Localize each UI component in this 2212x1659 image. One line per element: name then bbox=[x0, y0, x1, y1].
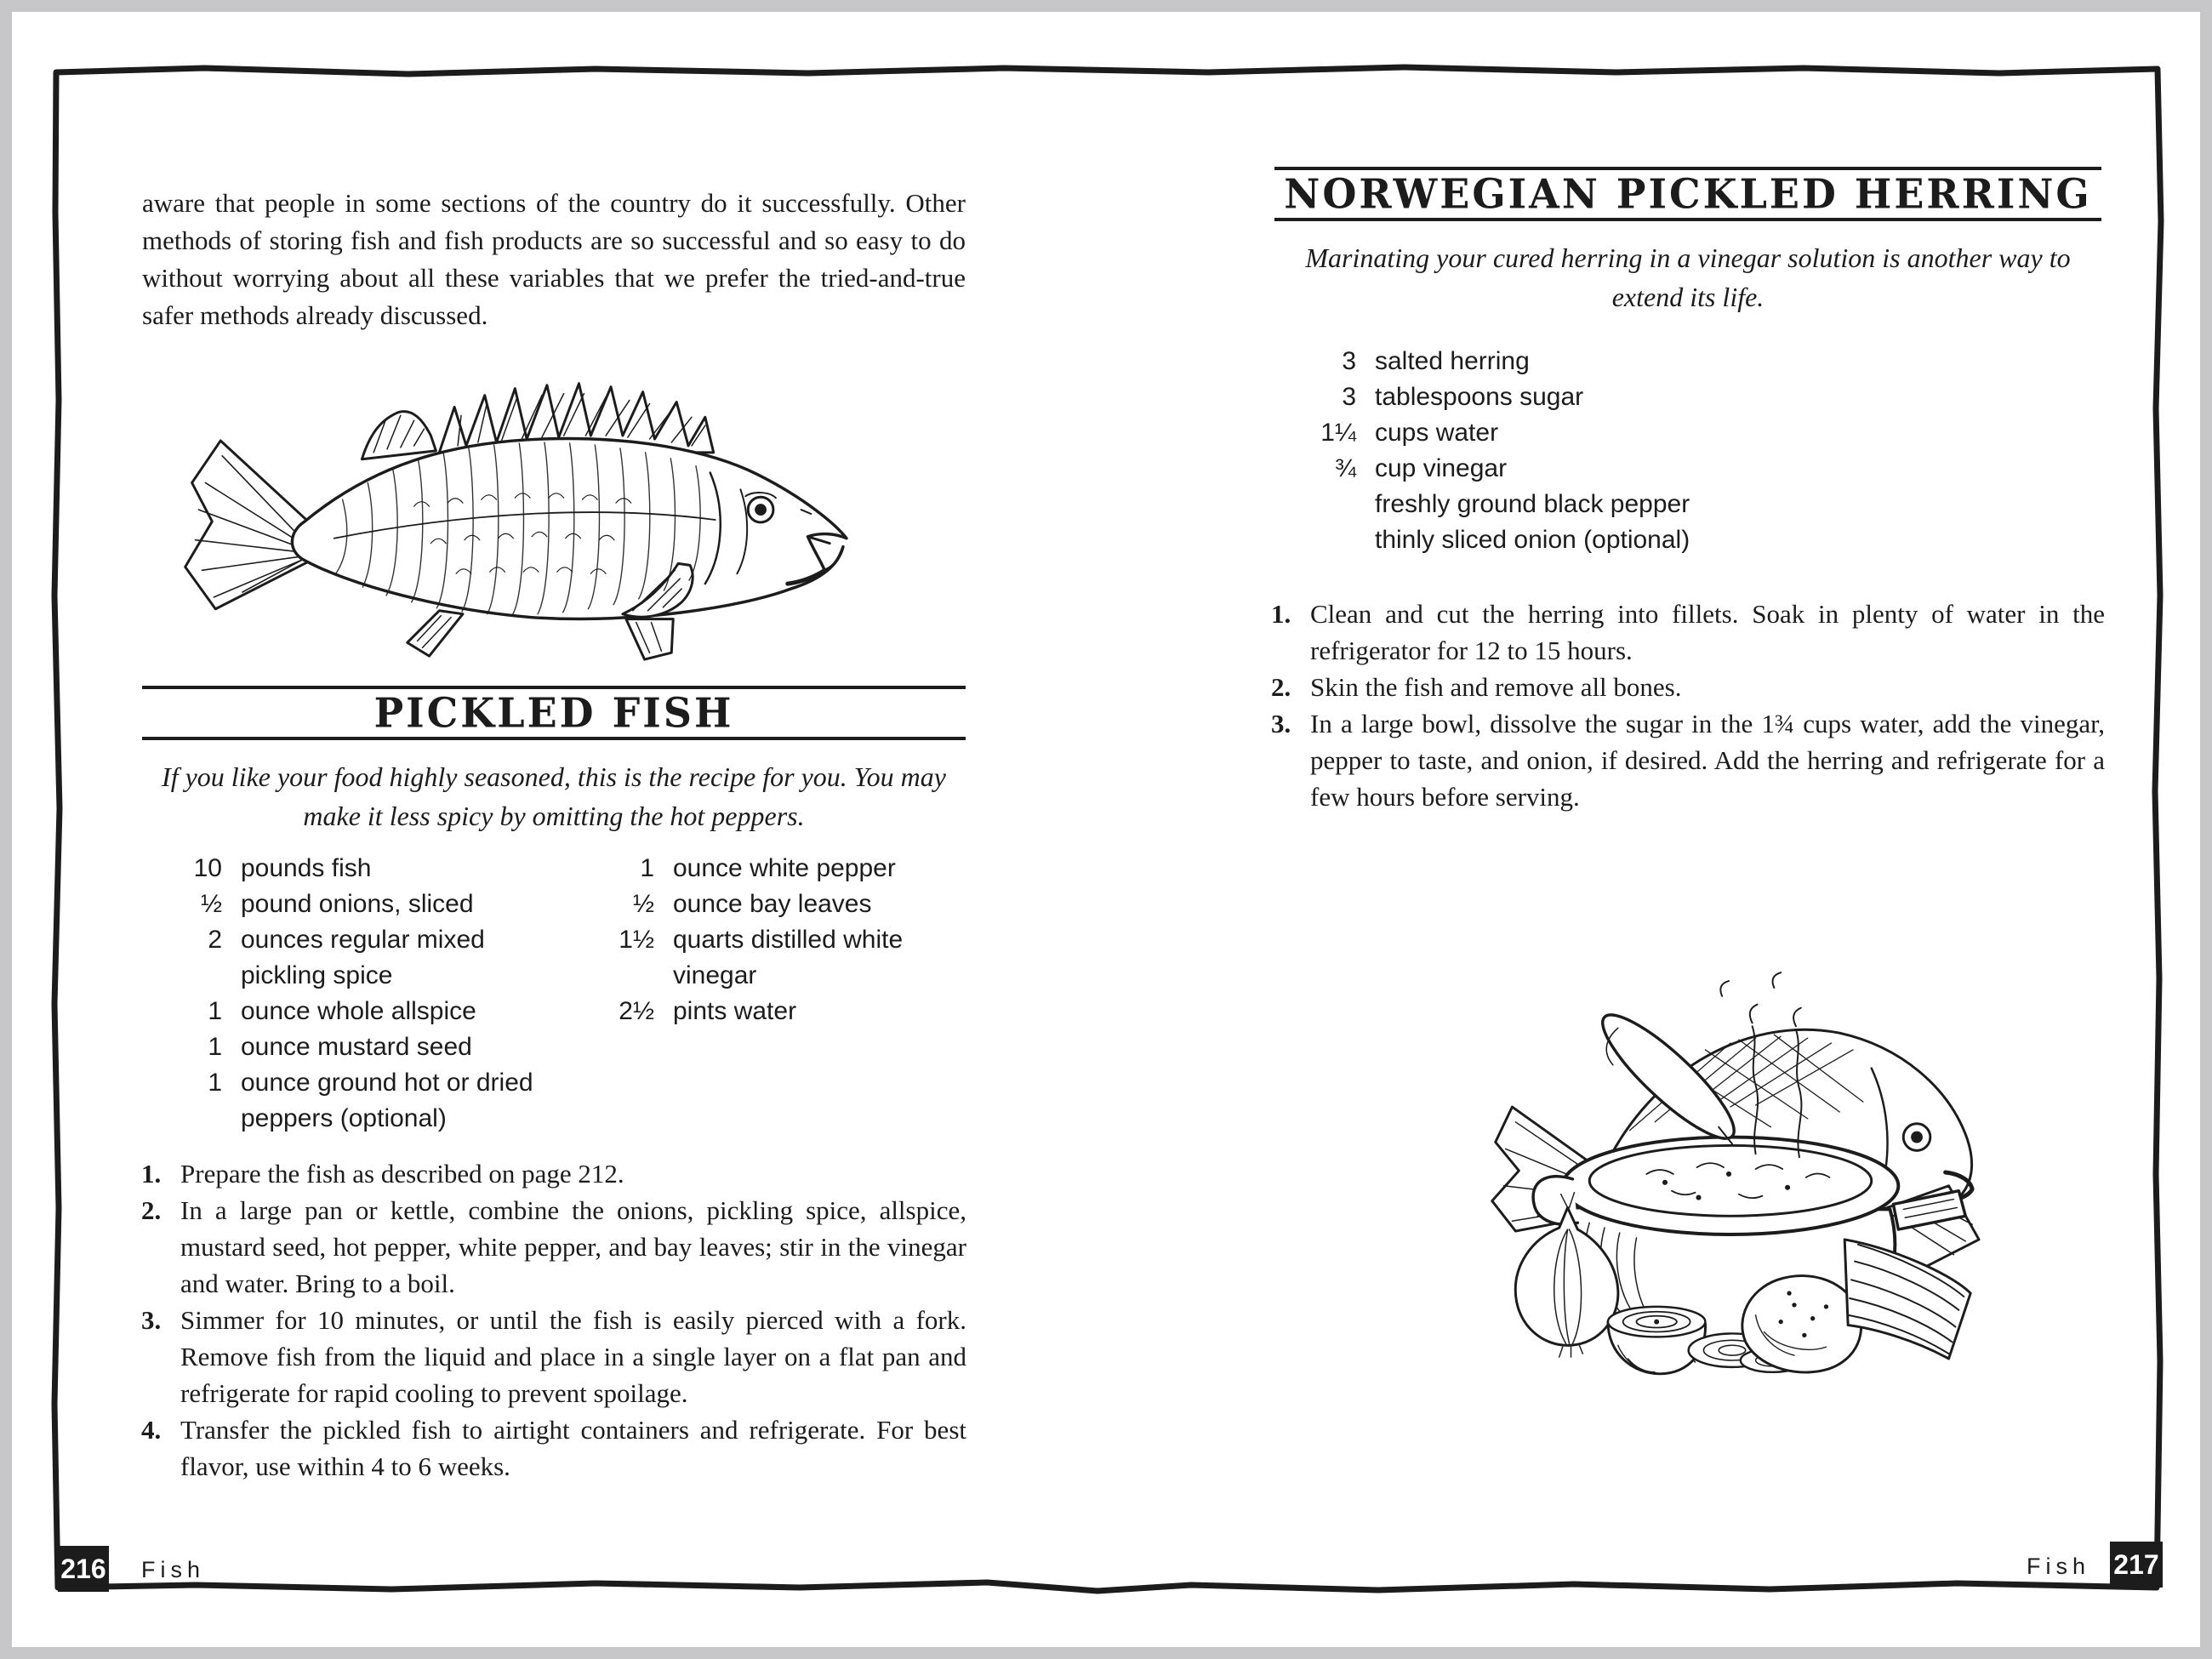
recipe-steps bbox=[1271, 596, 2105, 815]
recipe-steps bbox=[141, 1155, 966, 1485]
ingredient-row bbox=[1276, 487, 1923, 522]
intro-paragraph: aware that people in some sections of the country do it successfully. Other methods of storing fish and fish products are so successful and so easy to do without worrying about all these variables that we prefer the tried-and-true safer methods already discussed. bbox=[142, 188, 966, 330]
ingredients-column-1 bbox=[142, 851, 574, 1137]
ingredient-item: quarts distilled white vinegar bbox=[673, 926, 904, 989]
recipe-title: NORWEGIAN PICKLED HERRING bbox=[1284, 169, 2092, 219]
ingredient-row bbox=[142, 851, 574, 887]
ingredients-column-2 bbox=[574, 851, 972, 1137]
ingredient-qty: ½ bbox=[632, 890, 654, 918]
ingredient-row bbox=[142, 922, 574, 994]
recipe-step bbox=[141, 1155, 966, 1192]
recipe-step bbox=[141, 1411, 966, 1485]
ingredient-row bbox=[574, 887, 972, 922]
norwegian-herring-heading bbox=[1274, 167, 2101, 221]
ingredient-qty: 10 bbox=[193, 854, 222, 882]
ingredient-item: ounce bay leaves bbox=[673, 890, 872, 918]
ingredient-item: cups water bbox=[1375, 419, 1499, 447]
ingredient-item: pounds fish bbox=[241, 854, 372, 882]
ingredient-qty: 2½ bbox=[619, 997, 654, 1025]
ingredient-item: pints water bbox=[673, 997, 797, 1025]
step-text: Skin the fish and remove all bones. bbox=[1310, 672, 1682, 702]
ingredient-row bbox=[1276, 379, 1923, 415]
ingredient-row bbox=[1276, 522, 1923, 558]
page-number: 217 bbox=[2113, 1548, 2159, 1580]
ingredient-item: ounce mustard seed bbox=[241, 1033, 472, 1061]
heading-rule-bottom bbox=[142, 737, 966, 740]
recipe-step bbox=[141, 1302, 966, 1411]
ingredients-list bbox=[142, 851, 974, 1137]
running-footer-section: Fish bbox=[141, 1557, 206, 1582]
ingredient-item: thinly sliced onion (optional) bbox=[1375, 526, 1690, 554]
ingredient-qty: 1 bbox=[208, 1069, 222, 1097]
recipe-step bbox=[1271, 596, 2105, 669]
ingredient-qty: 1 bbox=[208, 997, 222, 1025]
step-text: In a large bowl, dissolve the sugar in the 1¾ cups water, add the vinegar, pepper to taste, and onion, if desired. Add the herring and refrigerate for a few hours before serving. bbox=[1310, 709, 2105, 812]
step-number: 1. bbox=[1271, 599, 1291, 629]
step-text: In a large pan or kettle, combine the onions, pickling spice, allspice, mustard seed, hot pepper, white pepper, and bay leaves; stir in the vinegar and water. Bring to a boil. bbox=[180, 1195, 966, 1298]
recipe-step bbox=[141, 1192, 966, 1302]
ingredient-item: ounce white pepper bbox=[673, 854, 896, 882]
ingredient-item: tablespoons sugar bbox=[1375, 383, 1584, 411]
step-text: Simmer for 10 minutes, or until the fish is easily pierced with a fork. Remove fish from the liquid and place in a single layer on a flat pan and refrigerate for rapid cooling to prevent spoilage. bbox=[180, 1305, 966, 1408]
step-number: 1. bbox=[141, 1159, 162, 1189]
ingredient-item: pound onions, sliced bbox=[241, 890, 474, 918]
ingredient-qty bbox=[1276, 487, 1356, 522]
ingredient-row bbox=[574, 922, 972, 994]
ingredient-qty: 3 bbox=[1342, 347, 1356, 375]
step-text: Clean and cut the herring into fillets. Soak in plenty of water in the refrigerator for 12 to 15 hours. bbox=[1310, 599, 2105, 665]
ingredient-qty bbox=[1276, 522, 1356, 558]
step-text: Prepare the fish as described on page 212. bbox=[180, 1159, 624, 1189]
ingredient-qty: 1 bbox=[208, 1033, 222, 1061]
ingredient-qty: 2 bbox=[208, 926, 222, 954]
page-number: 216 bbox=[60, 1553, 106, 1584]
ingredient-qty: 1¼ bbox=[1320, 419, 1356, 447]
ingredient-qty: ½ bbox=[200, 890, 222, 918]
perch-fish-illustration bbox=[162, 362, 919, 670]
ingredient-row bbox=[142, 1029, 574, 1065]
ingredients-list bbox=[1276, 344, 1923, 558]
ingredient-qty: 1 bbox=[640, 854, 654, 882]
ingredient-row bbox=[142, 887, 574, 922]
ingredient-item: freshly ground black pepper bbox=[1375, 490, 1690, 518]
ingredient-row bbox=[574, 851, 972, 887]
ingredient-row bbox=[574, 994, 972, 1029]
ingredient-item: ounces regular mixed pickling spice bbox=[241, 926, 485, 989]
recipe-subtitle: If you like your food highly seasoned, this is the recipe for you. You may make it less spicy by omitting the hot peppers. bbox=[162, 761, 946, 831]
ingredient-row bbox=[1276, 451, 1923, 487]
pickled-fish-heading bbox=[142, 686, 966, 740]
ingredient-row bbox=[142, 1065, 574, 1137]
step-number: 2. bbox=[1271, 672, 1291, 702]
running-footer-section: Fish bbox=[2027, 1554, 2091, 1579]
recipe-step bbox=[1271, 705, 2105, 815]
ingredient-qty: ¾ bbox=[1334, 454, 1356, 482]
step-number: 3. bbox=[141, 1305, 162, 1335]
ingredient-qty: 1½ bbox=[619, 926, 654, 954]
recipe-title: PICKLED FISH bbox=[373, 688, 734, 738]
step-number: 4. bbox=[141, 1415, 162, 1445]
step-number: 3. bbox=[1271, 709, 1291, 738]
page-number-badge bbox=[58, 1546, 109, 1592]
recipe-step bbox=[1271, 669, 2105, 705]
ingredient-row bbox=[142, 994, 574, 1029]
ingredient-item: ounce whole allspice bbox=[241, 997, 476, 1025]
fish-soup-pot-illustration bbox=[1479, 960, 1982, 1385]
ingredient-item: salted herring bbox=[1375, 347, 1530, 375]
recipe-subtitle: Marinating your cured herring in a vinegar solution is another way to extend its life. bbox=[1305, 242, 2071, 312]
ingredient-qty: 3 bbox=[1342, 383, 1356, 411]
ingredient-row bbox=[1276, 344, 1923, 379]
page-number-badge bbox=[2110, 1542, 2163, 1588]
ingredient-item: cup vinegar bbox=[1375, 454, 1508, 482]
step-text: Transfer the pickled fish to airtight containers and refrigerate. For best flavor, use within 4 to 6 weeks. bbox=[180, 1415, 966, 1481]
ingredient-row bbox=[1276, 415, 1923, 451]
ingredient-item: ounce ground hot or dried peppers (optional) bbox=[241, 1069, 533, 1132]
heading-rule-bottom bbox=[1274, 218, 2101, 221]
step-number: 2. bbox=[141, 1195, 162, 1225]
